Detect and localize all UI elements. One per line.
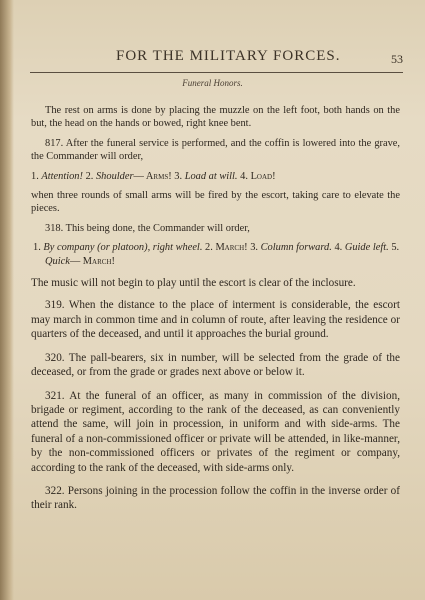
command-number: 3. (250, 242, 258, 254)
paragraph-817-continued: when three rounds of small arms will be fired by the escort, taking care to elevate the pieces. (31, 190, 400, 215)
book-gutter (0, 0, 14, 600)
paragraph-320: 320. The pall-bearers, six in number, will be selected from the grade of the deceased, or from the grade or grades next above or below it. (31, 351, 400, 379)
command-right-wheel: By company (or platoon), right wheel. (43, 242, 203, 254)
command-load-at-will: Load at will. (184, 170, 238, 182)
command-quick-march: — March! (69, 255, 115, 267)
paragraph-322: 322. Persons joining in the procession follow the coffin in the inverse order of their rank. (31, 484, 400, 512)
page-body (31, 104, 400, 513)
command-guide-left: Guide left. (344, 242, 389, 254)
command-line-318 (31, 241, 400, 268)
command-number: 4. (334, 242, 343, 254)
running-title: FOR THE MILITARY FORCES. (116, 48, 341, 64)
command-number: 2. (85, 170, 94, 182)
paragraph-music: The music will not begin to play until the escort is clear of the inclosure. (31, 277, 356, 290)
command-number: 1. (33, 242, 41, 254)
paragraph-321: 321. At the funeral of an officer, as many in commission of the division, brigade or regiment, according to the rank of the deceased, as can conveniently attend the same, will join in procession, in uniform and with side-arms. The funeral of a non-commissioned officer or private will be attended, in like-manner, by the non-commissioned officers or privates of the regiment or company, according to the rank of the deceased, with side-arms only. (31, 389, 400, 474)
command-number: 2. (205, 242, 213, 254)
page-header (20, 48, 411, 68)
command-column-forward: Column forward. (260, 242, 332, 254)
command-load: Load! (250, 170, 276, 182)
paragraph-318: 318. This being done, the Commander will order, (45, 222, 250, 234)
header-rule (30, 72, 403, 73)
command-number: 3. (174, 170, 183, 182)
command-line-817 (31, 170, 400, 183)
command-attention: Attention! (41, 170, 83, 182)
section-title: Funeral Honors. (182, 78, 243, 88)
command-quick: Quick (45, 255, 70, 267)
paragraph-817: 817. After the funeral service is performed, and the coffin is lowered into the grave, the Commander will order, (31, 137, 400, 163)
command-march: March! (215, 242, 248, 254)
command-number: 4. (240, 170, 248, 182)
command-number: 1. (31, 170, 39, 182)
command-arms: — Arms! (133, 170, 172, 182)
command-number: 5. (391, 242, 400, 254)
page-number: 53 (391, 52, 403, 66)
paragraph-rest-on-arms: The rest on arms is done by placing the muzzle on the left foot, both hands on the but, the head on the hands or bowed, right knee bent. (31, 105, 400, 130)
command-shoulder: Shoulder (95, 170, 134, 182)
paragraph-319: 319. When the distance to the place of interment is considerable, the escort may march in common time and in column of route, after leaving the residence or quarters of the deceased, and until it approaches the burial ground. (31, 299, 400, 341)
